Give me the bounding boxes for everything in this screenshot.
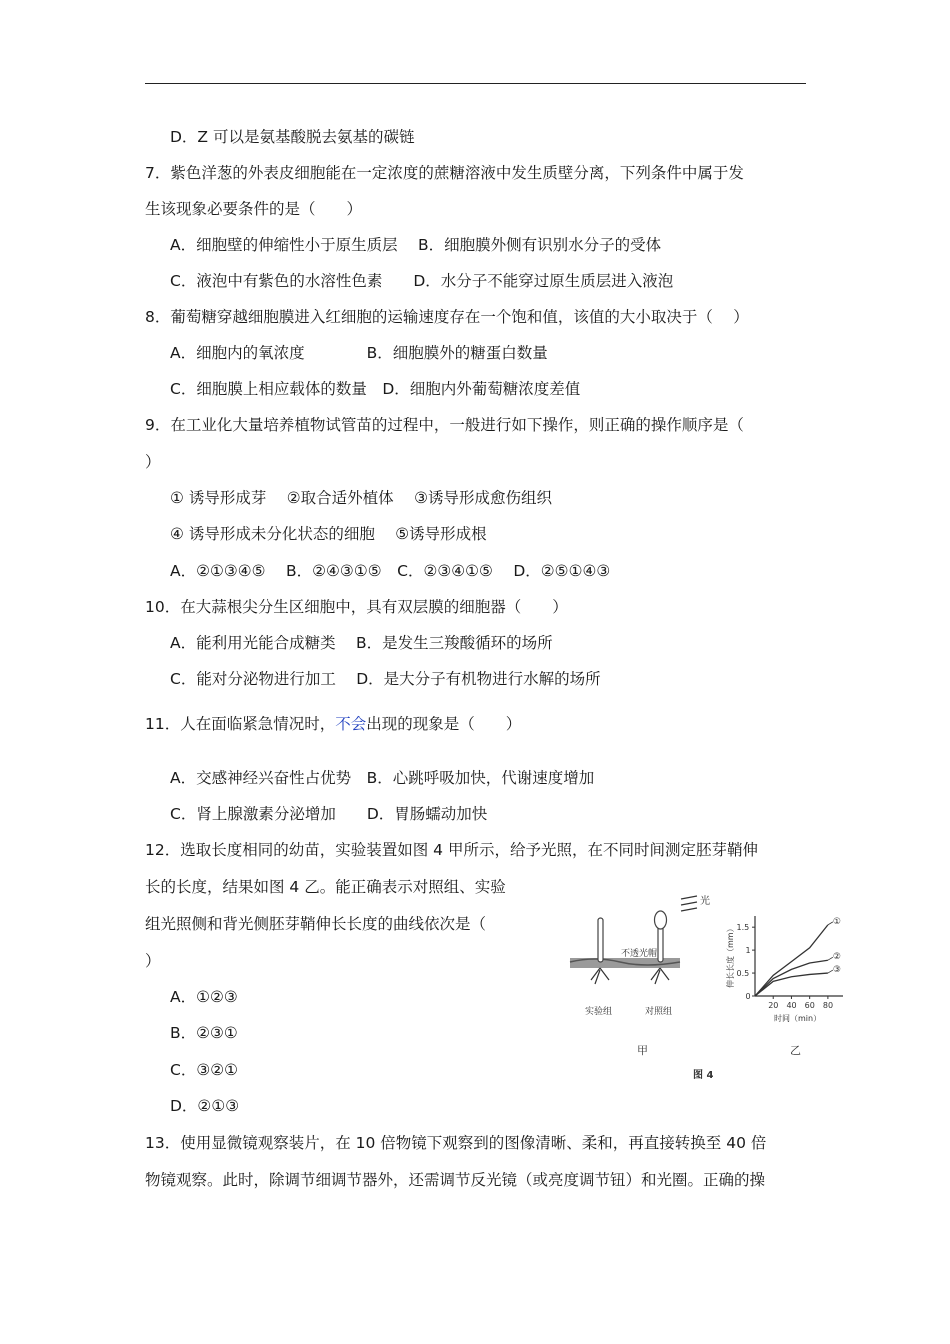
q7-options-cd: C．液泡中有紫色的水溶性色素 D．水分子不能穿过原生质层进入液泡 (170, 272, 674, 290)
panel-jia-label: 甲 (637, 1044, 648, 1057)
experimental-group-label: 实验组 (585, 1007, 613, 1017)
q9-options: A．②①③④⑤ B．②④③①⑤ C．②③④①⑤ D．②⑤①④③ (170, 562, 611, 580)
q12-option-a: A．①②③ (170, 988, 238, 1006)
control-group-label: 对照组 (645, 1007, 673, 1017)
q11-stem-pre: 11．人在面临紧急情况时， (145, 715, 336, 733)
elongation-chart (725, 916, 843, 1057)
q7-stem-line1: 7．紫色洋葱的外表皮细胞能在一定浓度的蔗糖溶液中发生质壁分离，下列条件中属于发 (145, 164, 744, 182)
q10-options-ab: A．能利用光能合成糖类 B．是发生三羧酸循环的场所 (170, 634, 553, 652)
y-tick-label: 0.5 (736, 969, 750, 979)
y-tick-label: 1.5 (736, 923, 750, 933)
q8-stem: 8．葡萄糖穿越细胞膜进入红细胞的运输速度存在一个饱和值，该值的大小取决于（ ） (145, 308, 749, 326)
y-tick-label: 0 (745, 992, 751, 1001)
q12-option-c: C．③②① (170, 1061, 239, 1079)
opaque-cap (655, 911, 667, 929)
q12-option-d: D．②①③ (170, 1097, 240, 1115)
q12-stem-line1: 12．选取长度相同的幼苗，实验装置如图 4 甲所示，给予光照，在不同时间测定胚芽鞘伸 (145, 841, 758, 859)
q11-stem (145, 714, 521, 734)
light-arrows-icon (681, 896, 697, 911)
experimental-coleoptile (598, 918, 603, 962)
x-axis-label: 时间（min） (774, 1014, 822, 1023)
x-tick-label: 40 (786, 1001, 797, 1010)
figure-caption: 图 4 (693, 1070, 714, 1081)
apparatus-diagram (570, 894, 710, 1057)
opaque-cap-label: 不透光帽 (621, 949, 658, 959)
q12-stem-line4: ） (145, 952, 161, 970)
q9-stem-line2: ） (145, 453, 161, 471)
q7-stem-line2: 生该现象必要条件的是（ ） (145, 200, 363, 218)
q11-stem-post: 出现的现象是（ ） (366, 715, 522, 733)
q8-options-ab: A．细胞内的氧浓度 B．细胞膜外的糖蛋白数量 (170, 344, 548, 362)
series-line-2 (755, 960, 828, 996)
q12-stem-line2: 长的长度，结果如图 4 乙。能正确表示对照组、实验 (145, 878, 506, 896)
figure-4 (565, 888, 845, 1088)
header-rule (145, 83, 806, 84)
experimental-roots-icon (591, 968, 609, 984)
series-label-2: ② (832, 952, 841, 963)
q10-options-cd: C．能对分泌物进行加工 D．是大分子有机物进行水解的场所 (170, 670, 601, 688)
q11-stem-emphasis: 不会 (335, 715, 367, 733)
q12-stem-line3: 组光照侧和背光侧胚芽鞘伸长长度的曲线依次是（ (145, 915, 487, 933)
q8-options-cd: C．细胞膜上相应载体的数量 D．细胞内外葡萄糖浓度差值 (170, 380, 581, 398)
q13-stem-line2: 物镜观察。此时，除调节细调节器外，还需调节反光镜（或亮度调节钮）和光圈。正确的操 (145, 1171, 766, 1189)
q10-stem: 10．在大蒜根尖分生区细胞中，具有双层膜的细胞器（ ） (145, 598, 568, 616)
series-label-1: ① (832, 916, 841, 927)
q9-stem-line1: 9．在工业化大量培养植物试管苗的过程中，一般进行如下操作，则正确的操作顺序是（ (145, 416, 744, 434)
q11-options-cd: C．肾上腺激素分泌增加 D．胃肠蠕动加快 (170, 805, 488, 823)
series-label-3: ③ (832, 965, 841, 976)
q7-options-ab: A．细胞壁的伸缩性小于原生质层 B．细胞膜外侧有识别水分子的受体 (170, 236, 662, 254)
y-axis-label: 伸长长度（mm） (726, 924, 735, 988)
panel-yi-label: 乙 (790, 1044, 801, 1057)
control-roots-icon (651, 968, 669, 984)
x-tick-label: 20 (768, 1001, 779, 1010)
x-tick-label: 80 (822, 1001, 834, 1010)
q13-stem-line1: 13．使用显微镜观察装片，在 10 倍物镜下观察到的图像清晰、柔和，再直接转换至 40 倍 (145, 1134, 767, 1152)
q9-steps-line1: ① 诱导形成芽 ②取合适外植体 ③诱导形成愈伤组织 (170, 489, 552, 507)
q11-options-ab: A．交感神经兴奋性占优势 B．心跳呼吸加快，代谢速度增加 (170, 769, 595, 787)
q6-option-d: D．Z 可以是氨基酸脱去氨基的碳链 (170, 128, 415, 146)
light-label: 光 (700, 896, 710, 907)
q9-steps-line2: ④ 诱导形成未分化状态的细胞 ⑤诱导形成根 (170, 525, 487, 543)
q12-option-b: B．②③① (170, 1024, 238, 1042)
x-tick-label: 60 (804, 1001, 815, 1010)
y-tick-label: 1 (745, 946, 751, 956)
